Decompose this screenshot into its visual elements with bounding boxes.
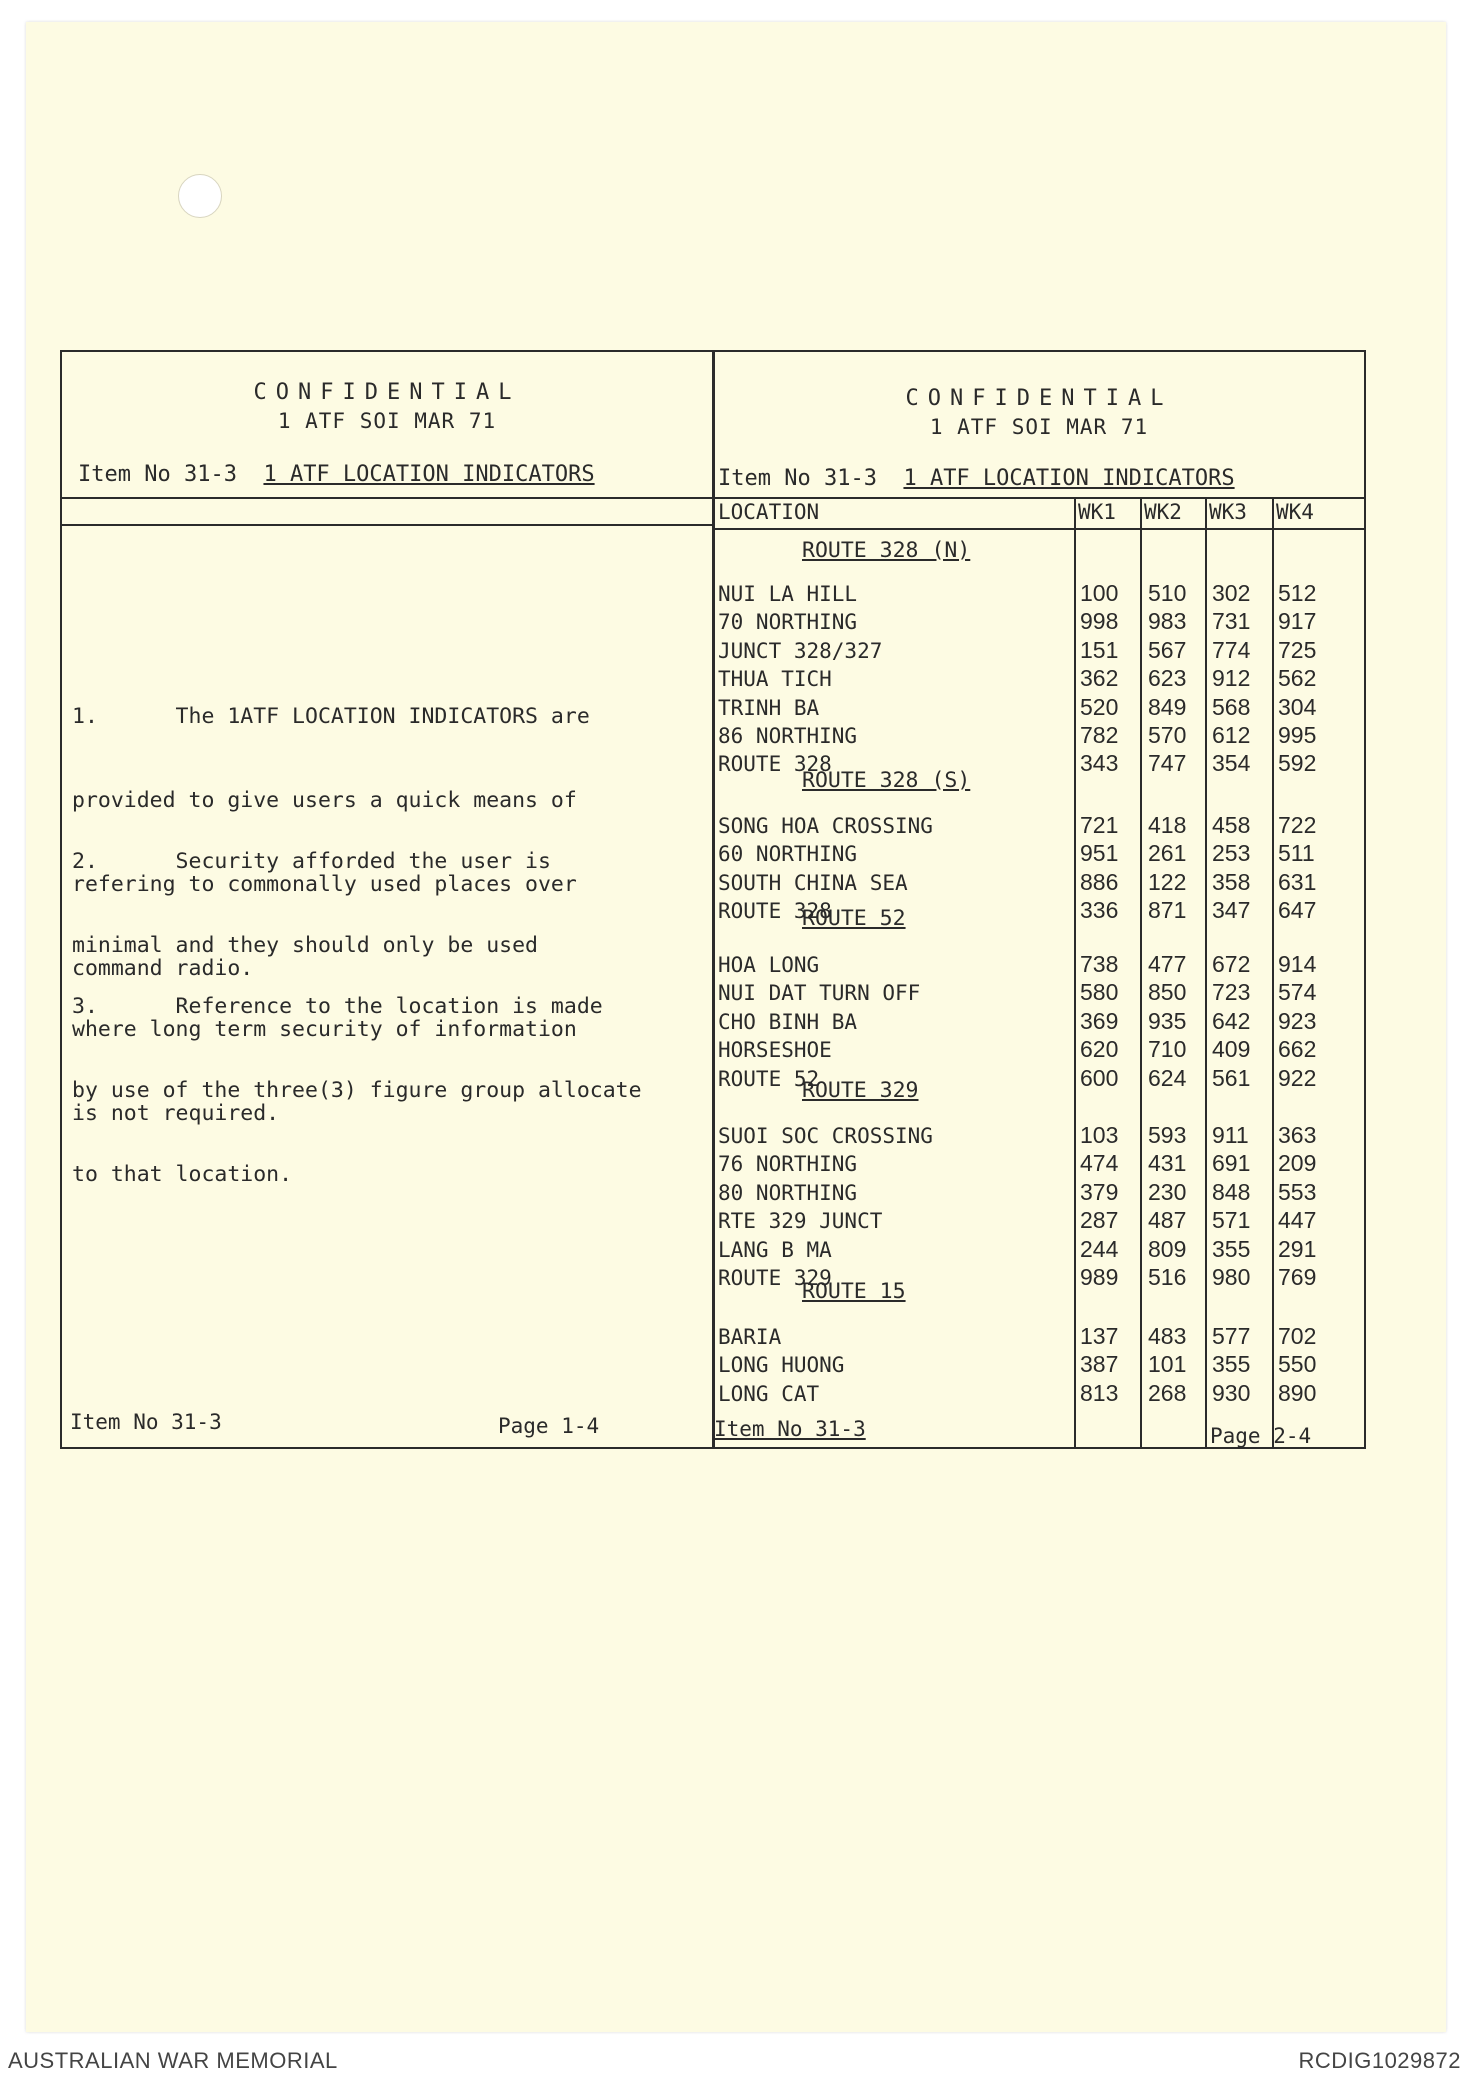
location-name: HOA LONG bbox=[718, 953, 820, 977]
section-title: ROUTE 52 bbox=[802, 906, 906, 931]
col-head-wk3: WK3 bbox=[1209, 500, 1247, 524]
wk1-code: 343 bbox=[1080, 750, 1119, 777]
location-name: SUOI SOC CROSSING bbox=[718, 1124, 933, 1148]
left-footer-item: Item No 31-3 bbox=[70, 1410, 222, 1434]
wk2-code: 747 bbox=[1148, 750, 1187, 777]
para-3-line: by use of the three(3) figure group allocate bbox=[72, 1078, 642, 1103]
wk1-code: 520 bbox=[1080, 693, 1119, 720]
para-3-line: 3. Reference to the location is made bbox=[72, 994, 603, 1019]
wk2-code: 268 bbox=[1148, 1379, 1187, 1406]
wk1-code: 580 bbox=[1080, 979, 1119, 1006]
location-name: LONG CAT bbox=[718, 1381, 820, 1406]
location-name: 86 NORTHING bbox=[718, 724, 858, 748]
wk4-code: 291 bbox=[1278, 1235, 1317, 1262]
wk2-code: 567 bbox=[1148, 636, 1187, 663]
wk2-code: 850 bbox=[1148, 979, 1187, 1006]
wk4-code: 550 bbox=[1278, 1351, 1317, 1378]
footer-credit: AUSTRALIAN WAR MEMORIAL bbox=[8, 2048, 338, 2073]
location-name: NUI LA HILL bbox=[718, 582, 858, 606]
wk3-code: 355 bbox=[1212, 1351, 1251, 1378]
col-head-wk1: WK1 bbox=[1078, 500, 1116, 524]
section-title: ROUTE 329 bbox=[802, 1078, 919, 1103]
location-indicator-card bbox=[60, 350, 1366, 1449]
location-name: LONG HUONG bbox=[718, 1353, 845, 1378]
wk1-code: 721 bbox=[1080, 812, 1119, 838]
right-item-no: Item No 31-3 bbox=[718, 466, 877, 491]
para-1-line: provided to give users a quick means of bbox=[72, 788, 577, 813]
col-rule-wk2 bbox=[1140, 498, 1142, 1447]
wk4-code: 574 bbox=[1278, 979, 1317, 1006]
wk2-code: 418 bbox=[1148, 812, 1187, 838]
location-name: ROUTE 52 bbox=[718, 1066, 820, 1091]
wk1-code: 336 bbox=[1080, 897, 1119, 924]
right-item-line bbox=[718, 466, 1235, 491]
wk3-code: 409 bbox=[1212, 1036, 1251, 1063]
wk1-code: 244 bbox=[1080, 1235, 1119, 1262]
wk4-code: 511 bbox=[1278, 840, 1315, 867]
wk2-code: 593 bbox=[1148, 1122, 1187, 1148]
left-item-no: Item No 31-3 bbox=[78, 462, 237, 487]
wk1-code: 782 bbox=[1080, 722, 1119, 748]
wk3-code: 355 bbox=[1212, 1235, 1251, 1262]
para-3-line: to that location. bbox=[72, 1162, 293, 1187]
wk4-code: 363 bbox=[1278, 1122, 1317, 1148]
left-classification: CONFIDENTIAL bbox=[253, 380, 521, 405]
para-3 bbox=[72, 937, 712, 1245]
footer-id: RCDIG1029872 bbox=[1298, 2048, 1461, 2073]
para-2-line: minimal and they should only be used bbox=[72, 933, 538, 958]
wk4-code: 553 bbox=[1278, 1178, 1317, 1205]
wk3-code: 723 bbox=[1212, 979, 1251, 1006]
wk3-code: 302 bbox=[1212, 580, 1251, 606]
wk3-code: 774 bbox=[1212, 636, 1251, 663]
wk4-code: 631 bbox=[1278, 868, 1317, 895]
right-footer-item-text: Item No 31-3 bbox=[714, 1417, 866, 1441]
location-name: 80 NORTHING bbox=[718, 1180, 858, 1205]
wk3-code: 347 bbox=[1212, 897, 1251, 924]
wk1-code: 137 bbox=[1080, 1323, 1119, 1349]
wk3-code: 358 bbox=[1212, 868, 1251, 895]
wk3-code: 642 bbox=[1212, 1007, 1251, 1034]
wk1-code: 886 bbox=[1080, 868, 1119, 895]
para-2-line: where long term security of information bbox=[72, 1017, 577, 1042]
wk1-code: 362 bbox=[1080, 665, 1119, 692]
right-heading: 1 ATF LOCATION INDICATORS bbox=[903, 466, 1235, 491]
wk1-code: 600 bbox=[1080, 1064, 1119, 1091]
wk4-code: 923 bbox=[1278, 1007, 1317, 1034]
wk1-code: 738 bbox=[1080, 951, 1119, 977]
left-heading: 1 ATF LOCATION INDICATORS bbox=[263, 462, 595, 487]
wk4-code: 722 bbox=[1278, 812, 1317, 838]
wk3-code: 253 bbox=[1212, 840, 1251, 867]
col-head-wk2: WK2 bbox=[1144, 500, 1182, 524]
col-rule-wk1 bbox=[1074, 498, 1076, 1447]
wk1-code: 287 bbox=[1080, 1207, 1119, 1234]
wk4-code: 890 bbox=[1278, 1379, 1317, 1406]
right-footer-item bbox=[714, 1417, 866, 1441]
wk2-code: 623 bbox=[1148, 665, 1187, 692]
wk2-code: 510 bbox=[1148, 580, 1187, 606]
wk1-code: 474 bbox=[1080, 1150, 1119, 1177]
wk2-code: 230 bbox=[1148, 1178, 1187, 1205]
wk3-code: 571 bbox=[1212, 1207, 1251, 1234]
left-footer-page: Page 1-4 bbox=[498, 1414, 600, 1438]
wk1-code: 100 bbox=[1080, 580, 1119, 606]
wk1-code: 813 bbox=[1080, 1379, 1119, 1406]
location-name: BARIA bbox=[718, 1325, 782, 1349]
location-name: RTE 329 JUNCT bbox=[718, 1209, 883, 1234]
punch-hole bbox=[178, 174, 222, 218]
location-name: 76 NORTHING bbox=[718, 1152, 858, 1177]
location-name: ROUTE 329 bbox=[718, 1266, 832, 1290]
wk1-code: 151 bbox=[1080, 636, 1119, 663]
wk3-code: 980 bbox=[1212, 1264, 1251, 1290]
wk2-code: 477 bbox=[1148, 951, 1187, 977]
location-name: SOUTH CHINA SEA bbox=[718, 870, 908, 895]
wk1-code: 379 bbox=[1080, 1178, 1119, 1205]
col-rule-wk3 bbox=[1205, 498, 1207, 1447]
section-title: ROUTE 15 bbox=[802, 1279, 906, 1304]
wk2-code: 849 bbox=[1148, 693, 1187, 720]
wk4-code: 922 bbox=[1278, 1064, 1317, 1091]
wk1-code: 998 bbox=[1080, 608, 1119, 635]
right-rule-1 bbox=[714, 497, 1364, 499]
para-2-line: is not required. bbox=[72, 1101, 280, 1126]
location-name: SONG HOA CROSSING bbox=[718, 814, 933, 838]
wk4-code: 304 bbox=[1278, 693, 1317, 720]
wk2-code: 809 bbox=[1148, 1235, 1187, 1262]
wk3-code: 672 bbox=[1212, 951, 1251, 977]
location-name: 60 NORTHING bbox=[718, 842, 858, 867]
wk4-code: 592 bbox=[1278, 750, 1317, 777]
wk4-code: 447 bbox=[1278, 1207, 1317, 1234]
para-2-line: 2. Security afforded the user is bbox=[72, 849, 551, 874]
wk4-code: 914 bbox=[1278, 951, 1317, 977]
wk1-code: 951 bbox=[1080, 840, 1119, 867]
wk4-code: 917 bbox=[1278, 608, 1317, 635]
wk4-code: 995 bbox=[1278, 722, 1317, 748]
wk3-code: 731 bbox=[1212, 608, 1251, 635]
wk3-code: 911 bbox=[1212, 1122, 1249, 1148]
wk2-code: 431 bbox=[1148, 1150, 1187, 1177]
location-name: LANG B MA bbox=[718, 1237, 832, 1262]
wk3-code: 930 bbox=[1212, 1379, 1251, 1406]
wk2-code: 261 bbox=[1148, 840, 1187, 867]
panel-divider bbox=[712, 352, 715, 1447]
wk1-code: 989 bbox=[1080, 1264, 1119, 1290]
wk3-code: 568 bbox=[1212, 693, 1251, 720]
wk4-code: 662 bbox=[1278, 1036, 1317, 1063]
wk3-code: 691 bbox=[1212, 1150, 1251, 1177]
right-header bbox=[714, 386, 1364, 439]
wk2-code: 871 bbox=[1148, 897, 1187, 924]
location-name: TRINH BA bbox=[718, 695, 820, 720]
wk3-code: 458 bbox=[1212, 812, 1251, 838]
wk1-code: 387 bbox=[1080, 1351, 1119, 1378]
para-1-line: refering to commonally used places over bbox=[72, 872, 577, 897]
wk2-code: 101 bbox=[1148, 1351, 1187, 1378]
location-name: JUNCT 328/327 bbox=[718, 638, 883, 663]
section-title: ROUTE 328 (N) bbox=[802, 538, 971, 563]
wk3-code: 577 bbox=[1212, 1323, 1251, 1349]
wk2-code: 983 bbox=[1148, 608, 1187, 635]
right-rule-2 bbox=[714, 528, 1364, 530]
location-name: 70 NORTHING bbox=[718, 610, 858, 635]
wk1-code: 369 bbox=[1080, 1007, 1119, 1034]
para-1-line: command radio. bbox=[72, 956, 254, 981]
left-item-line bbox=[78, 462, 595, 487]
wk2-code: 710 bbox=[1148, 1036, 1187, 1063]
left-header bbox=[62, 380, 712, 433]
location-name: ROUTE 328 bbox=[718, 752, 832, 777]
wk4-code: 209 bbox=[1278, 1150, 1317, 1177]
location-name: ROUTE 328 bbox=[718, 899, 832, 924]
wk1-code: 620 bbox=[1080, 1036, 1119, 1063]
wk4-code: 562 bbox=[1278, 665, 1317, 692]
wk2-code: 487 bbox=[1148, 1207, 1187, 1234]
wk1-code: 103 bbox=[1080, 1122, 1119, 1148]
wk3-code: 561 bbox=[1212, 1064, 1251, 1091]
para-1-line: 1. The 1ATF LOCATION INDICATORS are bbox=[72, 704, 590, 729]
wk2-code: 483 bbox=[1148, 1323, 1187, 1349]
col-head-location: LOCATION bbox=[718, 500, 820, 524]
wk3-code: 912 bbox=[1212, 665, 1251, 692]
wk4-code: 725 bbox=[1278, 636, 1317, 663]
wk2-code: 624 bbox=[1148, 1064, 1187, 1091]
col-rule-wk4 bbox=[1272, 498, 1274, 1447]
wk4-code: 512 bbox=[1278, 580, 1317, 606]
wk3-code: 354 bbox=[1212, 750, 1251, 777]
location-name: HORSESHOE bbox=[718, 1038, 832, 1063]
right-footer-page: Page 2-4 bbox=[1210, 1424, 1312, 1448]
section-title: ROUTE 328 (S) bbox=[802, 768, 971, 793]
right-subtitle: 1 ATF SOI MAR 71 bbox=[929, 415, 1149, 439]
wk4-code: 769 bbox=[1278, 1264, 1317, 1290]
wk2-code: 516 bbox=[1148, 1264, 1187, 1290]
left-rule-2 bbox=[62, 524, 712, 526]
wk3-code: 848 bbox=[1212, 1178, 1251, 1205]
col-head-wk4: WK4 bbox=[1276, 500, 1314, 524]
wk4-code: 702 bbox=[1278, 1323, 1317, 1349]
wk3-code: 612 bbox=[1212, 722, 1251, 748]
location-name: NUI DAT TURN OFF bbox=[718, 981, 921, 1006]
location-name: CHO BINH BA bbox=[718, 1009, 858, 1034]
left-rule-1 bbox=[62, 497, 712, 499]
left-subtitle: 1 ATF SOI MAR 71 bbox=[277, 409, 497, 433]
right-classification: CONFIDENTIAL bbox=[905, 386, 1173, 411]
wk2-code: 122 bbox=[1148, 868, 1187, 895]
wk2-code: 935 bbox=[1148, 1007, 1187, 1034]
wk4-code: 647 bbox=[1278, 897, 1317, 924]
location-name: THUA TICH bbox=[718, 667, 832, 692]
wk2-code: 570 bbox=[1148, 722, 1187, 748]
